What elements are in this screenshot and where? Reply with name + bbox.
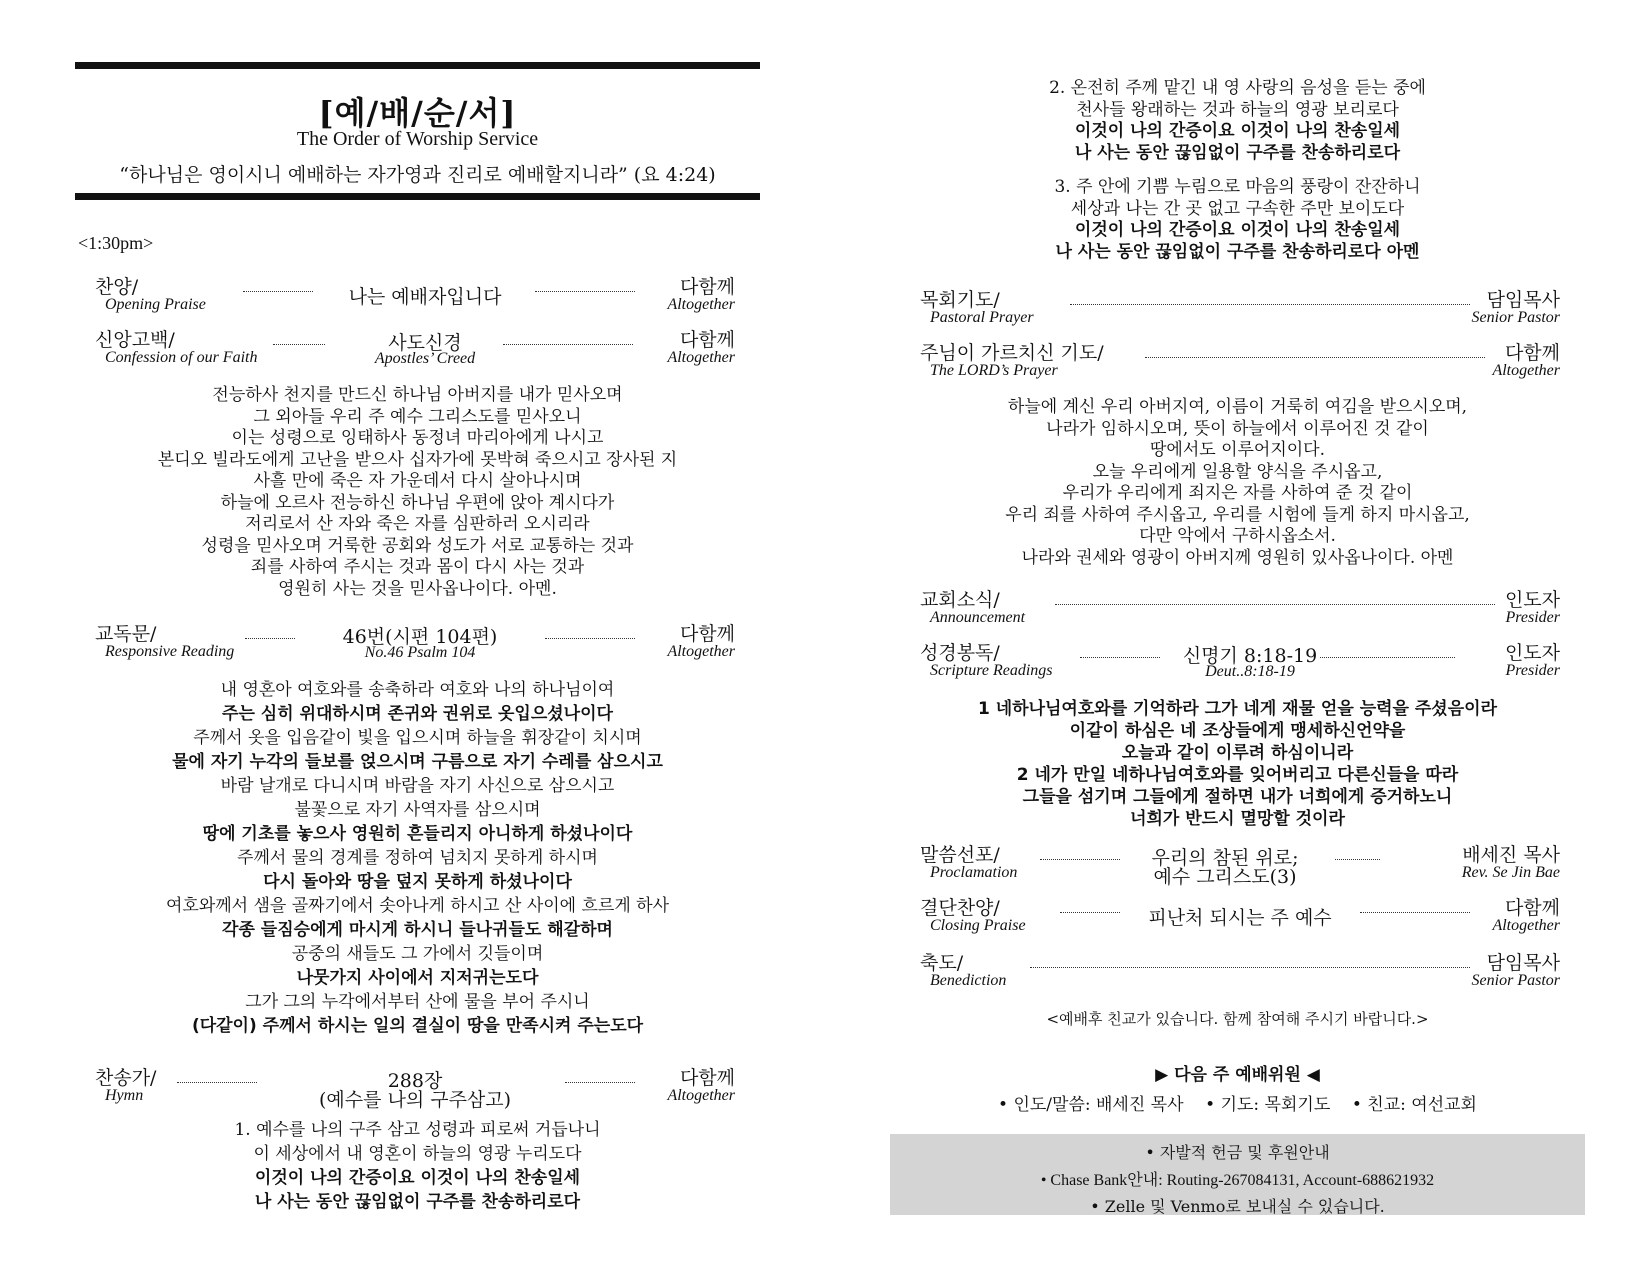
- reading-line: (다같이) 주께서 하시는 일의 결실이 땅을 만족시켜 주는도다: [191, 1016, 644, 1036]
- item-title: 46번(시편 104편): [342, 626, 498, 648]
- item-label-ko: 찬송가/: [95, 1067, 157, 1089]
- item-title: 우리의 참된 위로;: [1151, 847, 1299, 869]
- item-leader-ko: 인도자: [1504, 642, 1560, 664]
- prayer-line: 하늘에 계신 우리 아버지여, 이름이 거룩히 여김을 받으시오며,: [1007, 397, 1468, 417]
- scripture-line: 1 네하나님여호와를 기억하라 그가 네게 재물 얻을 능력을 주셨음이라: [978, 699, 1497, 719]
- hymn-line: 이것이 나의 간증이요 이것이 나의 찬송일세: [1074, 121, 1401, 141]
- hymn-line: 세상과 나는 간 곳 없고 구속한 주만 보이도다: [1070, 198, 1405, 219]
- item-label-ko: 축도/: [920, 952, 964, 974]
- staff-item: • 기도: 목회기도: [1205, 1095, 1331, 1115]
- service-time: <1:30pm>: [78, 233, 154, 253]
- creed-line: 이는 성령으로 잉태하사 동정녀 마리아에게 나시고: [231, 428, 604, 448]
- next-week-staff: [890, 1090, 1585, 1115]
- header-verse: “하나님은 영이시니 예배하는 자가영과 진리로 예배할지니라” (요 4:24): [119, 164, 716, 186]
- apostles-creed-text: [75, 385, 760, 600]
- reading-line: 다시 돌아와 땅을 덮지 못하게 하셨나이다: [263, 872, 572, 892]
- order-item-hymn: [95, 1063, 735, 1109]
- item-leader-en: Altogether: [667, 349, 735, 366]
- leader-dots: [1080, 657, 1160, 658]
- leader-dots: [1030, 967, 1470, 968]
- item-label-en: Proclamation: [930, 864, 1018, 881]
- offering-apps: • Zelle 및 Venmo로 보내실 수 있습니다.: [1090, 1197, 1385, 1216]
- item-label-en: Announcement: [930, 609, 1026, 626]
- order-item-proclamation: [920, 840, 1560, 886]
- creed-line: 영원히 사는 것을 믿사옵나이다. 아멘.: [278, 578, 557, 599]
- item-leader-en: Altogether: [667, 1087, 735, 1104]
- item-leader-en: Senior Pastor: [1471, 309, 1560, 326]
- prayer-line: 나라와 권세와 영광이 아버지께 영원히 있사옵나이다. 아멘: [1021, 547, 1454, 568]
- staff-item: • 친교: 여선교회: [1351, 1095, 1477, 1115]
- item-title-en: Apostles’ Creed: [374, 350, 476, 367]
- item-label-en: Pastoral Prayer: [930, 309, 1034, 326]
- item-leader-ko: 다함께: [679, 1067, 735, 1089]
- leader-dots: [177, 1082, 257, 1083]
- item-leader-ko: 다함께: [679, 276, 735, 298]
- prayer-line: 땅에서도 이루어지이다.: [1149, 440, 1326, 460]
- offering-bank: • Chase Bank안내: Routing-267084131, Account-688621932: [1040, 1172, 1435, 1189]
- hymn-line: 나 사는 동안 끊임없이 구주를 찬송하리로다: [254, 1192, 581, 1212]
- order-item-benediction: [920, 948, 1560, 994]
- order-item-scripture: [920, 638, 1560, 684]
- item-leader-en: Senior Pastor: [1471, 972, 1560, 989]
- leader-dots: [1145, 357, 1485, 358]
- order-item-responsive-reading: [95, 619, 735, 665]
- page-subtitle: The Order of Worship Service: [296, 128, 539, 150]
- item-label-en: Responsive Reading: [105, 643, 235, 660]
- item-label-en: The LORD’s Prayer: [930, 362, 1058, 379]
- creed-line: 사흘 만에 죽은 자 가운데서 다시 살아나시며: [253, 471, 582, 491]
- item-label-en: Closing Praise: [930, 917, 1026, 934]
- item-title-sub: 예수 그리스도(3): [1153, 866, 1297, 888]
- leader-dots: [535, 291, 635, 292]
- reading-line: 땅에 기초를 놓으사 영원히 흔들리지 아니하게 하셨나이다: [202, 824, 633, 844]
- scripture-line: 그들을 섬기며 그들에게 절하면 내가 너희에게 증거하노니: [1022, 787, 1453, 807]
- item-label-ko: 교독문/: [95, 623, 157, 645]
- prayer-line: 오늘 우리에게 일용할 양식을 주시옵고,: [1092, 461, 1383, 482]
- item-title-sub: (예수를 나의 구주삼고): [318, 1089, 512, 1111]
- leader-dots: [245, 638, 295, 639]
- hymn-line: 나 사는 동안 끊임없이 구주를 찬송하리로다 아멘: [1055, 241, 1420, 262]
- item-leader-en: Altogether: [1492, 362, 1560, 379]
- hymn-verse-3: [890, 177, 1585, 263]
- hymn-line: 2. 온전히 주께 맡긴 내 영 사랑의 음성을 듣는 중에: [1049, 78, 1426, 98]
- item-label-ko: 찬양/: [95, 276, 139, 298]
- scripture-line: 너희가 반드시 멸망할 것이라: [1130, 809, 1345, 829]
- item-title: 288장: [387, 1070, 443, 1092]
- item-leader-en: Altogether: [667, 296, 735, 313]
- header-top-rule: [75, 62, 760, 69]
- item-leader-ko: 배세진 목사: [1462, 844, 1560, 866]
- prayer-line: 나라가 임하시오며, 뜻이 하늘에서 이루어진 것 같이: [1046, 418, 1429, 439]
- reading-line: 그가 그의 누각에서부터 산에 물을 부어 주시니: [245, 992, 590, 1012]
- leader-dots: [1320, 657, 1455, 658]
- item-title-en: Deut..8:18-19: [1205, 663, 1295, 680]
- leader-dots: [503, 344, 633, 345]
- item-title: 나는 예배자입니다: [348, 286, 502, 308]
- item-leader-en: Altogether: [1492, 917, 1560, 934]
- leader-dots: [1070, 304, 1470, 305]
- staff-item: • 인도/말씀: 배세진 목사: [998, 1095, 1184, 1115]
- item-label-en: Opening Praise: [105, 296, 206, 313]
- item-label-en: Benediction: [930, 972, 1007, 989]
- item-leader-ko: 담임목사: [1486, 289, 1560, 311]
- scripture-line: 2 네가 만일 네하나님여호와를 잊어버리고 다른신들을 따라: [1016, 765, 1459, 785]
- creed-line: 저리로서 산 자와 죽은 자를 심판하러 오시리라: [245, 514, 590, 534]
- leader-dots: [1055, 604, 1495, 605]
- scripture-text: [890, 698, 1585, 830]
- leader-dots: [273, 344, 325, 345]
- order-item-lords-prayer: [920, 338, 1560, 384]
- lords-prayer-text: [890, 397, 1585, 569]
- item-leader-ko: 다함께: [679, 329, 735, 351]
- reading-line: 나뭇가지 사이에서 지저귀는도다: [296, 968, 539, 988]
- scripture-line: 오늘과 같이 이루려 하심이니라: [1121, 743, 1354, 763]
- reading-line: 불꽃으로 자기 사역자를 삼으시며: [294, 800, 541, 820]
- item-label-en: Hymn: [105, 1087, 144, 1104]
- leader-dots: [1040, 859, 1120, 860]
- scripture-line: 이같이 하심은 네 조상들에게 맹세하신언약을: [1069, 721, 1406, 741]
- prayer-line: 우리가 우리에게 죄지은 자를 사하여 준 것 같이: [1062, 483, 1413, 503]
- reading-line: 바람 날개로 다니시며 바람을 자기 사신으로 삼으시고: [220, 776, 615, 796]
- order-item-pastoral-prayer: [920, 285, 1560, 331]
- hymn-line: 이것이 나의 간증이요 이것이 나의 찬송일세: [1074, 220, 1401, 240]
- item-title-en: No.46 Psalm 104: [364, 644, 476, 661]
- prayer-line: 다만 악에서 구하시옵소서.: [1139, 526, 1336, 546]
- offering-info-box: [890, 1134, 1585, 1215]
- creed-line: 본디오 빌라도에게 고난을 받으사 십자가에 못박혀 죽으시고 장사된 지: [157, 449, 678, 470]
- leader-dots: [243, 291, 313, 292]
- item-leader-ko: 다함께: [1504, 342, 1560, 364]
- item-title: 사도신경: [388, 332, 462, 354]
- item-leader-ko: 다함께: [1504, 897, 1560, 919]
- item-leader-ko: 다함께: [679, 623, 735, 645]
- header-bottom-rule: [75, 193, 760, 200]
- reading-line: 내 영혼아 여호와를 송축하라 여호와 나의 하나님이여: [220, 680, 615, 700]
- next-week-title: ▶ 다음 주 예배위원 ◀: [1155, 1065, 1320, 1085]
- creed-line: 하늘에 오르사 전능하신 하나님 우편에 앉아 계시다가: [220, 492, 615, 513]
- reading-line: 주께서 옷을 입음같이 빛을 입으시며 하늘을 휘장같이 치시며: [193, 728, 642, 748]
- item-label-ko: 목회기도/: [920, 289, 1000, 311]
- item-title: 피난처 되시는 주 예수: [1148, 907, 1332, 929]
- item-label-ko: 말씀선포/: [920, 844, 1000, 866]
- reading-line: 여호와께서 샘을 골짜기에서 솟아나게 하시고 산 사이에 흐르게 하사: [165, 896, 670, 916]
- leader-dots: [1060, 912, 1120, 913]
- item-title: 신명기 8:18-19: [1182, 645, 1318, 667]
- item-leader-en: Rev. Se Jin Bae: [1461, 864, 1560, 881]
- prayer-line: 우리 죄를 사하여 주시옵고, 우리를 시험에 들게 하지 마시옵고,: [1005, 504, 1470, 525]
- reading-line: 물에 자기 누각의 들보를 얹으시며 구름으로 자기 수레를 삼으시고: [172, 752, 663, 772]
- hymn-line: 1. 예수를 나의 구주 삼고 성령과 피로써 거듭나니: [234, 1120, 601, 1140]
- hymn-line: 천사들 왕래하는 것과 하늘의 영광 보리로다: [1076, 99, 1399, 120]
- creed-line: 그 외아들 우리 주 예수 그리스도를 믿사오니: [253, 406, 582, 427]
- leader-dots: [545, 638, 635, 639]
- item-label-ko: 교회소식/: [920, 589, 1000, 611]
- creed-line: 전능하사 천지를 만드신 하나님 아버지를 내가 믿사오며: [212, 385, 623, 405]
- hymn-line: 이 세상에서 내 영혼이 하늘의 영광 누리도다: [253, 1144, 582, 1164]
- item-label-ko: 결단찬양/: [920, 897, 1000, 919]
- item-label-ko: 신앙고백/: [95, 329, 175, 351]
- reading-line: 공중의 새들도 그 가에서 깃들이며: [291, 944, 544, 964]
- hymn-verse-2: [890, 78, 1585, 164]
- item-leader-en: Altogether: [667, 643, 735, 660]
- item-leader-en: Presider: [1505, 609, 1560, 626]
- item-leader-en: Presider: [1505, 662, 1560, 679]
- hymn-line: 나 사는 동안 끊임없이 구주를 찬송하리로다: [1074, 142, 1401, 163]
- reading-line: 주께서 물의 경계를 정하여 넘치지 못하게 하시며: [237, 848, 598, 868]
- creed-line: 죄를 사하여 주시는 것과 몸이 다시 사는 것과: [250, 557, 585, 577]
- leader-dots: [1335, 859, 1380, 860]
- order-item-announcement: [920, 585, 1560, 631]
- item-label-ko: 성경봉독/: [920, 642, 1000, 664]
- fellowship-note: <예배후 친교가 있습니다. 함께 참여해 주시기 바랍니다.>: [1046, 1010, 1429, 1028]
- reading-line: 주는 심히 위대하시며 존귀와 권위로 옷입으셨나이다: [222, 704, 613, 724]
- leader-dots: [565, 1082, 635, 1083]
- creed-line: 성령을 믿사오며 거룩한 공회와 성도가 서로 교통하는 것과: [201, 535, 634, 556]
- item-leader-ko: 담임목사: [1486, 952, 1560, 974]
- page-title: [예/배/순/서]: [318, 94, 517, 132]
- order-item-confession: [95, 325, 735, 371]
- hymn-line: 3. 주 안에 기쁨 누림으로 마음의 풍랑이 잔잔하니: [1054, 177, 1421, 197]
- item-label-ko: 주님이 가르치신 기도/: [920, 342, 1104, 364]
- hymn-line: 이것이 나의 간증이요 이것이 나의 찬송일세: [254, 1168, 581, 1188]
- reading-line: 각종 들짐승에게 마시게 하시니 들나귀들도 해갈하며: [222, 920, 613, 940]
- leader-dots: [1360, 912, 1470, 913]
- item-leader-ko: 인도자: [1504, 589, 1560, 611]
- responsive-reading-text: [75, 678, 760, 1038]
- item-label-en: Scripture Readings: [930, 662, 1053, 679]
- hymn-verse-1: [75, 1118, 760, 1214]
- offering-title: • 자발적 헌금 및 후원안내: [1145, 1143, 1330, 1162]
- item-label-en: Confession of our Faith: [105, 349, 258, 366]
- order-item-opening-praise: [95, 272, 735, 318]
- order-item-closing-praise: [920, 893, 1560, 939]
